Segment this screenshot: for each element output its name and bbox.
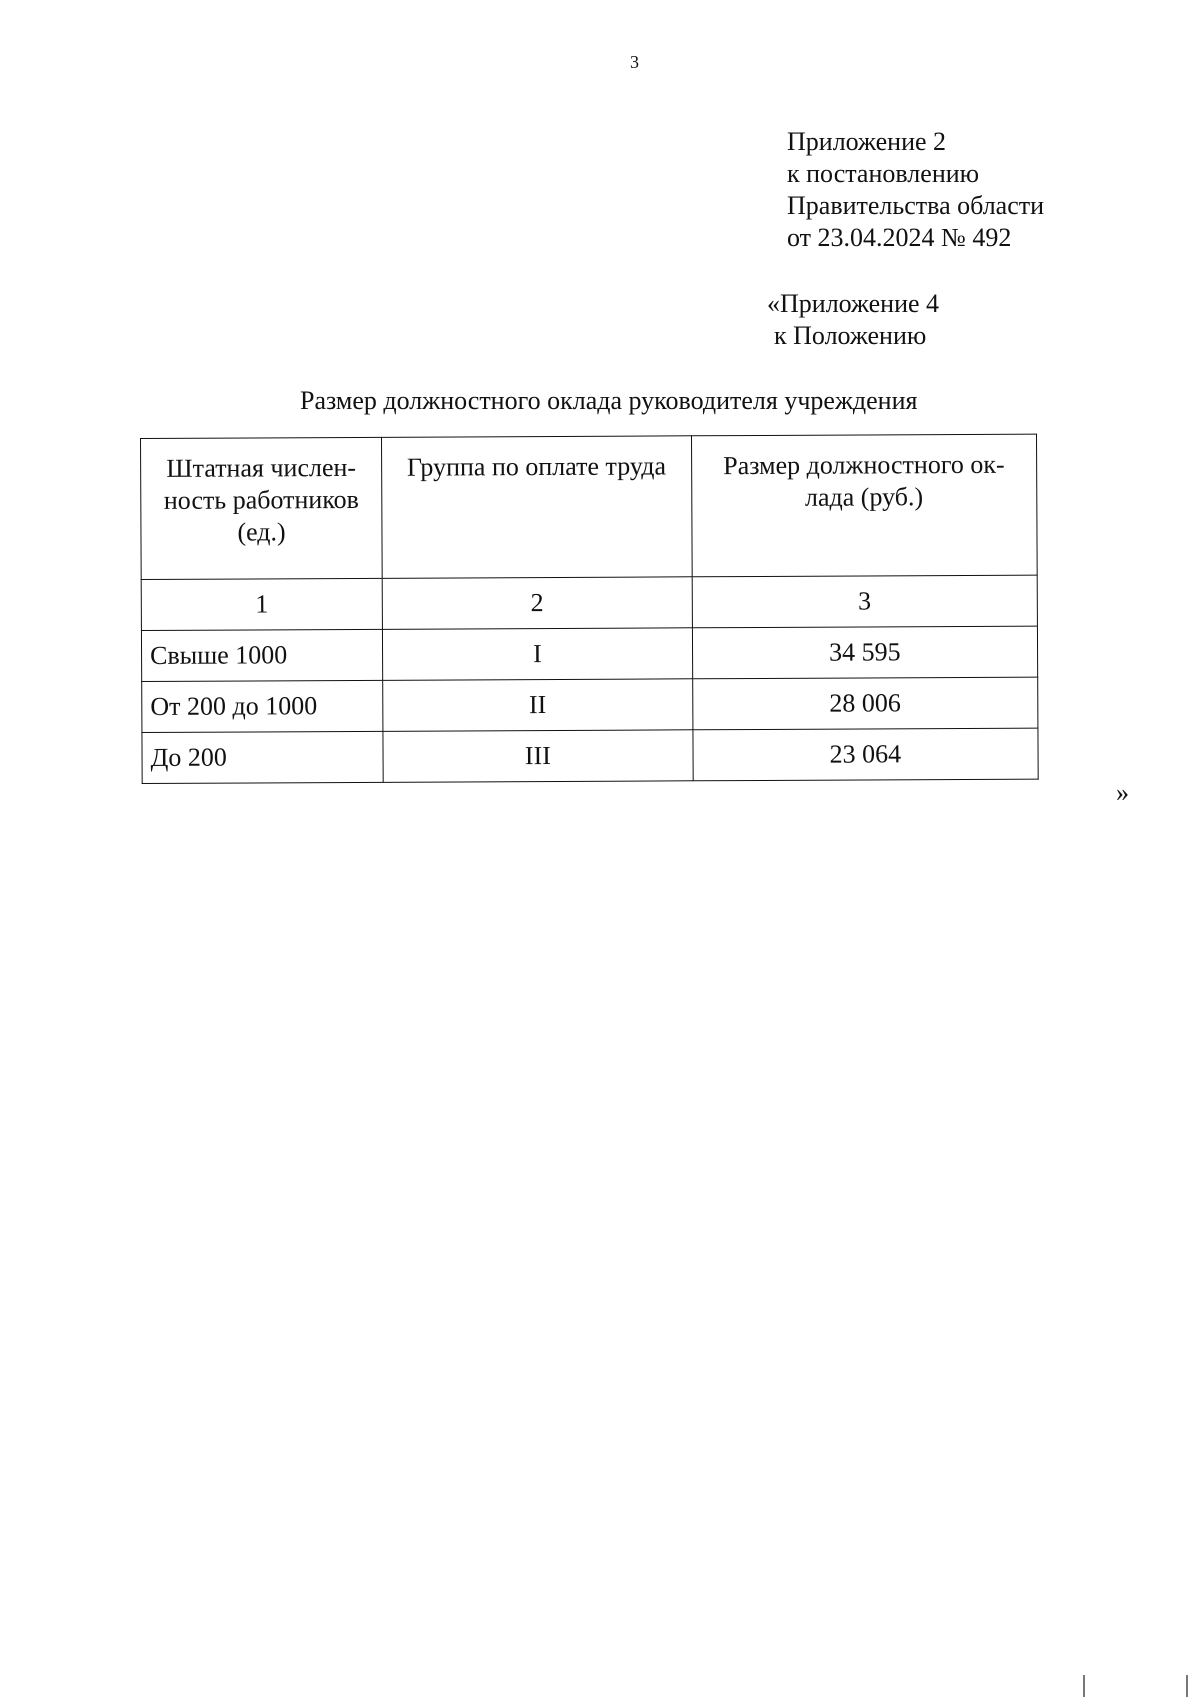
column-number: 2 (382, 577, 692, 630)
pay-group-cell: III (383, 730, 693, 783)
header-staff-count: Штатная числен-ность работников (ед.) (141, 437, 383, 579)
column-number-row (141, 575, 1037, 630)
annex-line-2: к постановлению (787, 159, 980, 188)
document-title: Размер должностного оклада руководителя учреждения (300, 386, 918, 415)
salary-cell: 34 595 (692, 626, 1038, 679)
header-pay-group: Группа по оплате труда (382, 436, 692, 579)
annex-line-4: от 23.04.2024 № 492 (787, 223, 1012, 252)
annex-line-3: Правительства области (787, 191, 1045, 220)
closing-quote: » (1116, 778, 1129, 807)
staff-count-cell: От 200 до 1000 (142, 680, 383, 732)
annex-reference (787, 126, 1044, 254)
salary-cell: 28 006 (692, 677, 1038, 730)
header-salary-size: Размер должностного ок-лада (руб.) (691, 434, 1037, 577)
pay-group-cell: II (383, 679, 693, 732)
table-row (142, 677, 1038, 732)
staff-count-cell: Свыше 1000 (141, 629, 382, 681)
salary-table (140, 434, 1039, 784)
column-number: 3 (692, 575, 1038, 628)
pay-group-cell: I (383, 628, 693, 681)
table-row (142, 728, 1038, 783)
staff-count-cell: До 200 (142, 731, 383, 783)
amendment-line-1: «Приложение 4 (767, 289, 940, 318)
scan-edge-mark (1083, 1675, 1085, 1697)
salary-cell: 23 064 (692, 728, 1038, 781)
table-row (141, 626, 1037, 681)
page-number: 3 (630, 52, 639, 72)
column-number: 1 (141, 578, 382, 630)
scan-edge-mark (1186, 1675, 1188, 1697)
table-header-row (141, 434, 1038, 579)
amendment-line-2: к Положению (774, 321, 927, 350)
annex-line-1: Приложение 2 (787, 127, 947, 156)
amended-annex-reference (767, 288, 939, 352)
